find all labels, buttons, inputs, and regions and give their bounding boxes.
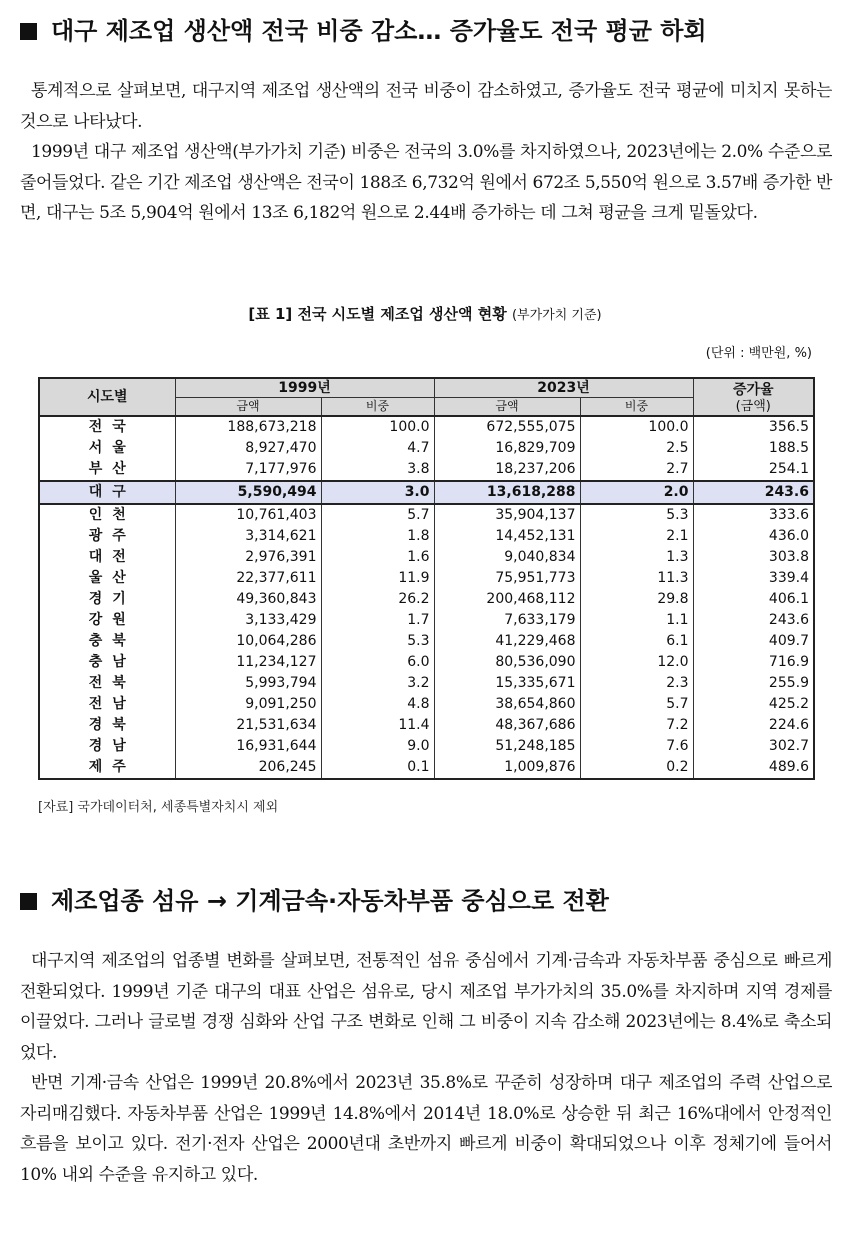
cell-amount-2023: 51,248,185	[434, 736, 580, 757]
unit-note: (단위 : 백만원, %)	[705, 346, 812, 361]
section-heading-2	[20, 885, 835, 917]
cell-region: 대전	[39, 547, 175, 568]
paragraph: 대구지역 제조업의 업종별 변화를 살펴보면, 전통적인 섬유 중심에서 기계·금속과 자동차부품 중심으로 빠르게 전환되었다. 1999년 기준 대구의 대표 산업은 섬유로, 당시 제조업 부가가치의 35.0%를 차지하며 지역 경제를 이끌었다. 그러나 글로벌 경쟁 심화와 산업 구조 변화로 인해 그 비중이 지속 감소해 2023년에는 8.4%로 축소되었다.	[20, 951, 832, 1063]
cell-amount-2023: 9,040,834	[434, 547, 580, 568]
header-growth	[693, 378, 814, 416]
cell-amount-2023: 200,468,112	[434, 589, 580, 610]
header-share-1999: 비중	[321, 398, 434, 417]
cell-growth: 255.9	[693, 673, 814, 694]
square-bullet-icon	[20, 893, 37, 910]
cell-growth: 489.6	[693, 757, 814, 779]
table-source: [자료] 국가데이터처, 세종특별자치시 제외	[38, 800, 279, 815]
cell-share-1999: 3.0	[321, 481, 434, 504]
cell-share-1999: 1.7	[321, 610, 434, 631]
cell-amount-2023: 15,335,671	[434, 673, 580, 694]
table-body	[39, 416, 814, 779]
cell-region: 경기	[39, 589, 175, 610]
cell-region: 울산	[39, 568, 175, 589]
cell-share-1999: 1.6	[321, 547, 434, 568]
cell-region: 전국	[39, 416, 175, 438]
table-row	[39, 673, 814, 694]
cell-share-2023: 100.0	[580, 416, 693, 438]
cell-amount-1999: 22,377,611	[175, 568, 321, 589]
cell-share-2023: 2.0	[580, 481, 693, 504]
table-row	[39, 631, 814, 652]
table-row	[39, 459, 814, 481]
cell-share-2023: 7.2	[580, 715, 693, 736]
table-row	[39, 504, 814, 526]
cell-growth: 302.7	[693, 736, 814, 757]
cell-growth: 406.1	[693, 589, 814, 610]
cell-amount-2023: 14,452,131	[434, 526, 580, 547]
cell-amount-1999: 5,993,794	[175, 673, 321, 694]
table-row	[39, 694, 814, 715]
cell-amount-1999: 11,234,127	[175, 652, 321, 673]
cell-share-2023: 1.3	[580, 547, 693, 568]
cell-amount-2023: 7,633,179	[434, 610, 580, 631]
cell-amount-2023: 41,229,468	[434, 631, 580, 652]
cell-amount-1999: 7,177,976	[175, 459, 321, 481]
manufacturing-output-table	[38, 377, 815, 780]
cell-growth: 224.6	[693, 715, 814, 736]
header-year-1999: 1999년	[175, 378, 434, 398]
cell-region: 충북	[39, 631, 175, 652]
header-year-2023: 2023년	[434, 378, 693, 398]
cell-share-2023: 2.3	[580, 673, 693, 694]
cell-amount-1999: 3,314,621	[175, 526, 321, 547]
table-row	[39, 757, 814, 779]
cell-region: 전북	[39, 673, 175, 694]
cell-region: 충남	[39, 652, 175, 673]
cell-amount-1999: 9,091,250	[175, 694, 321, 715]
cell-share-2023: 5.3	[580, 504, 693, 526]
cell-share-2023: 12.0	[580, 652, 693, 673]
paragraph: 통계적으로 살펴보면, 대구지역 제조업 생산액의 전국 비중이 감소하였고, 증가율도 전국 평균에 미치지 못하는 것으로 나타났다.	[20, 81, 832, 132]
cell-amount-1999: 188,673,218	[175, 416, 321, 438]
cell-amount-1999: 206,245	[175, 757, 321, 779]
table-row	[39, 481, 814, 504]
cell-share-2023: 2.7	[580, 459, 693, 481]
cell-amount-1999: 5,590,494	[175, 481, 321, 504]
cell-region: 전남	[39, 694, 175, 715]
table-row	[39, 526, 814, 547]
heading-text: 제조업종 섬유 → 기계금속·자동차부품 중심으로 전환	[51, 887, 609, 915]
cell-share-1999: 26.2	[321, 589, 434, 610]
cell-amount-2023: 13,618,288	[434, 481, 580, 504]
cell-amount-2023: 38,654,860	[434, 694, 580, 715]
cell-share-1999: 100.0	[321, 416, 434, 438]
cell-region: 광주	[39, 526, 175, 547]
paragraph: 1999년 대구 제조업 생산액(부가가치 기준) 비중은 전국의 3.0%를 차지하였으나, 2023년에는 2.0% 수준으로 줄어들었다. 같은 기간 제조업 생산액은 전국이 188조 6,732억 원에서 672조 5,550억 원으로 3.57배 증가한 반면, 대구는 5조 5,904억 원에서 13조 6,182억 원으로 2.44배 증가하는 데 그쳐 평균을 크게 밑돌았다.	[20, 142, 832, 223]
cell-growth: 303.8	[693, 547, 814, 568]
heading-text: 대구 제조업 생산액 전국 비중 감소… 증가율도 전국 평균 하회	[51, 17, 707, 45]
cell-share-1999: 6.0	[321, 652, 434, 673]
cell-amount-1999: 2,976,391	[175, 547, 321, 568]
cell-amount-2023: 1,009,876	[434, 757, 580, 779]
cell-growth: 356.5	[693, 416, 814, 438]
cell-amount-2023: 35,904,137	[434, 504, 580, 526]
section-heading-1	[20, 15, 835, 47]
cell-amount-2023: 75,951,773	[434, 568, 580, 589]
section-1-body	[20, 76, 832, 229]
table-row	[39, 610, 814, 631]
cell-share-1999: 4.8	[321, 694, 434, 715]
cell-share-2023: 2.5	[580, 438, 693, 459]
cell-region: 제주	[39, 757, 175, 779]
table-row	[39, 589, 814, 610]
cell-region: 부산	[39, 459, 175, 481]
cell-share-2023: 0.2	[580, 757, 693, 779]
cell-share-2023: 2.1	[580, 526, 693, 547]
cell-growth: 409.7	[693, 631, 814, 652]
header-amount-1999: 금액	[175, 398, 321, 417]
table-title: [표 1] 전국 시도별 제조업 생산액 현황	[248, 305, 507, 323]
cell-share-1999: 9.0	[321, 736, 434, 757]
cell-share-1999: 11.4	[321, 715, 434, 736]
cell-region: 경남	[39, 736, 175, 757]
cell-growth: 188.5	[693, 438, 814, 459]
cell-amount-1999: 49,360,843	[175, 589, 321, 610]
cell-amount-1999: 16,931,644	[175, 736, 321, 757]
cell-growth: 436.0	[693, 526, 814, 547]
cell-share-2023: 6.1	[580, 631, 693, 652]
header-growth-label: 증가율	[732, 381, 774, 398]
table-title-sub: (부가가치 기준)	[511, 308, 602, 323]
table-row	[39, 652, 814, 673]
cell-growth: 333.6	[693, 504, 814, 526]
cell-share-1999: 11.9	[321, 568, 434, 589]
table-row	[39, 568, 814, 589]
cell-amount-1999: 10,761,403	[175, 504, 321, 526]
cell-share-1999: 5.7	[321, 504, 434, 526]
table-row	[39, 438, 814, 459]
cell-amount-1999: 8,927,470	[175, 438, 321, 459]
cell-share-2023: 5.7	[580, 694, 693, 715]
cell-growth: 243.6	[693, 481, 814, 504]
cell-share-2023: 7.6	[580, 736, 693, 757]
cell-growth: 425.2	[693, 694, 814, 715]
cell-amount-1999: 21,531,634	[175, 715, 321, 736]
paragraph: 반면 기계·금속 산업은 1999년 20.8%에서 2023년 35.8%로 꾸준히 성장하며 대구 제조업의 주력 산업으로 자리매김했다. 자동차부품 산업은 1999년 14.8%에서 2014년 18.0%로 상승한 뒤 최근 16%대에서 안정적인 흐름을 보이고 있다. 전기·전자 산업은 2000년대 초반까지 빠르게 비중이 확대되었으나 이후 정체기에 들어서 10% 내외 수준을 유지하고 있다.	[20, 1073, 832, 1185]
cell-amount-1999: 10,064,286	[175, 631, 321, 652]
cell-share-2023: 11.3	[580, 568, 693, 589]
header-growth-sub: (금액)	[735, 398, 771, 414]
cell-amount-2023: 18,237,206	[434, 459, 580, 481]
cell-amount-2023: 48,367,686	[434, 715, 580, 736]
cell-amount-2023: 80,536,090	[434, 652, 580, 673]
cell-region: 대구	[39, 481, 175, 504]
table-row	[39, 736, 814, 757]
cell-region: 서울	[39, 438, 175, 459]
cell-share-1999: 3.2	[321, 673, 434, 694]
cell-amount-2023: 16,829,709	[434, 438, 580, 459]
cell-share-1999: 1.8	[321, 526, 434, 547]
cell-growth: 339.4	[693, 568, 814, 589]
table-row	[39, 715, 814, 736]
table-row	[39, 547, 814, 568]
square-bullet-icon	[20, 23, 37, 40]
cell-share-2023: 29.8	[580, 589, 693, 610]
cell-region: 경북	[39, 715, 175, 736]
table-caption	[0, 303, 850, 327]
cell-share-1999: 4.7	[321, 438, 434, 459]
header-region: 시도별	[39, 378, 175, 416]
cell-region: 인천	[39, 504, 175, 526]
header-share-2023: 비중	[580, 398, 693, 417]
cell-amount-2023: 672,555,075	[434, 416, 580, 438]
cell-region: 강원	[39, 610, 175, 631]
cell-amount-1999: 3,133,429	[175, 610, 321, 631]
cell-growth: 243.6	[693, 610, 814, 631]
cell-growth: 254.1	[693, 459, 814, 481]
cell-share-2023: 1.1	[580, 610, 693, 631]
cell-share-1999: 3.8	[321, 459, 434, 481]
cell-share-1999: 5.3	[321, 631, 434, 652]
section-2-body	[20, 946, 832, 1190]
cell-share-1999: 0.1	[321, 757, 434, 779]
table-row	[39, 416, 814, 438]
header-amount-2023: 금액	[434, 398, 580, 417]
cell-growth: 716.9	[693, 652, 814, 673]
